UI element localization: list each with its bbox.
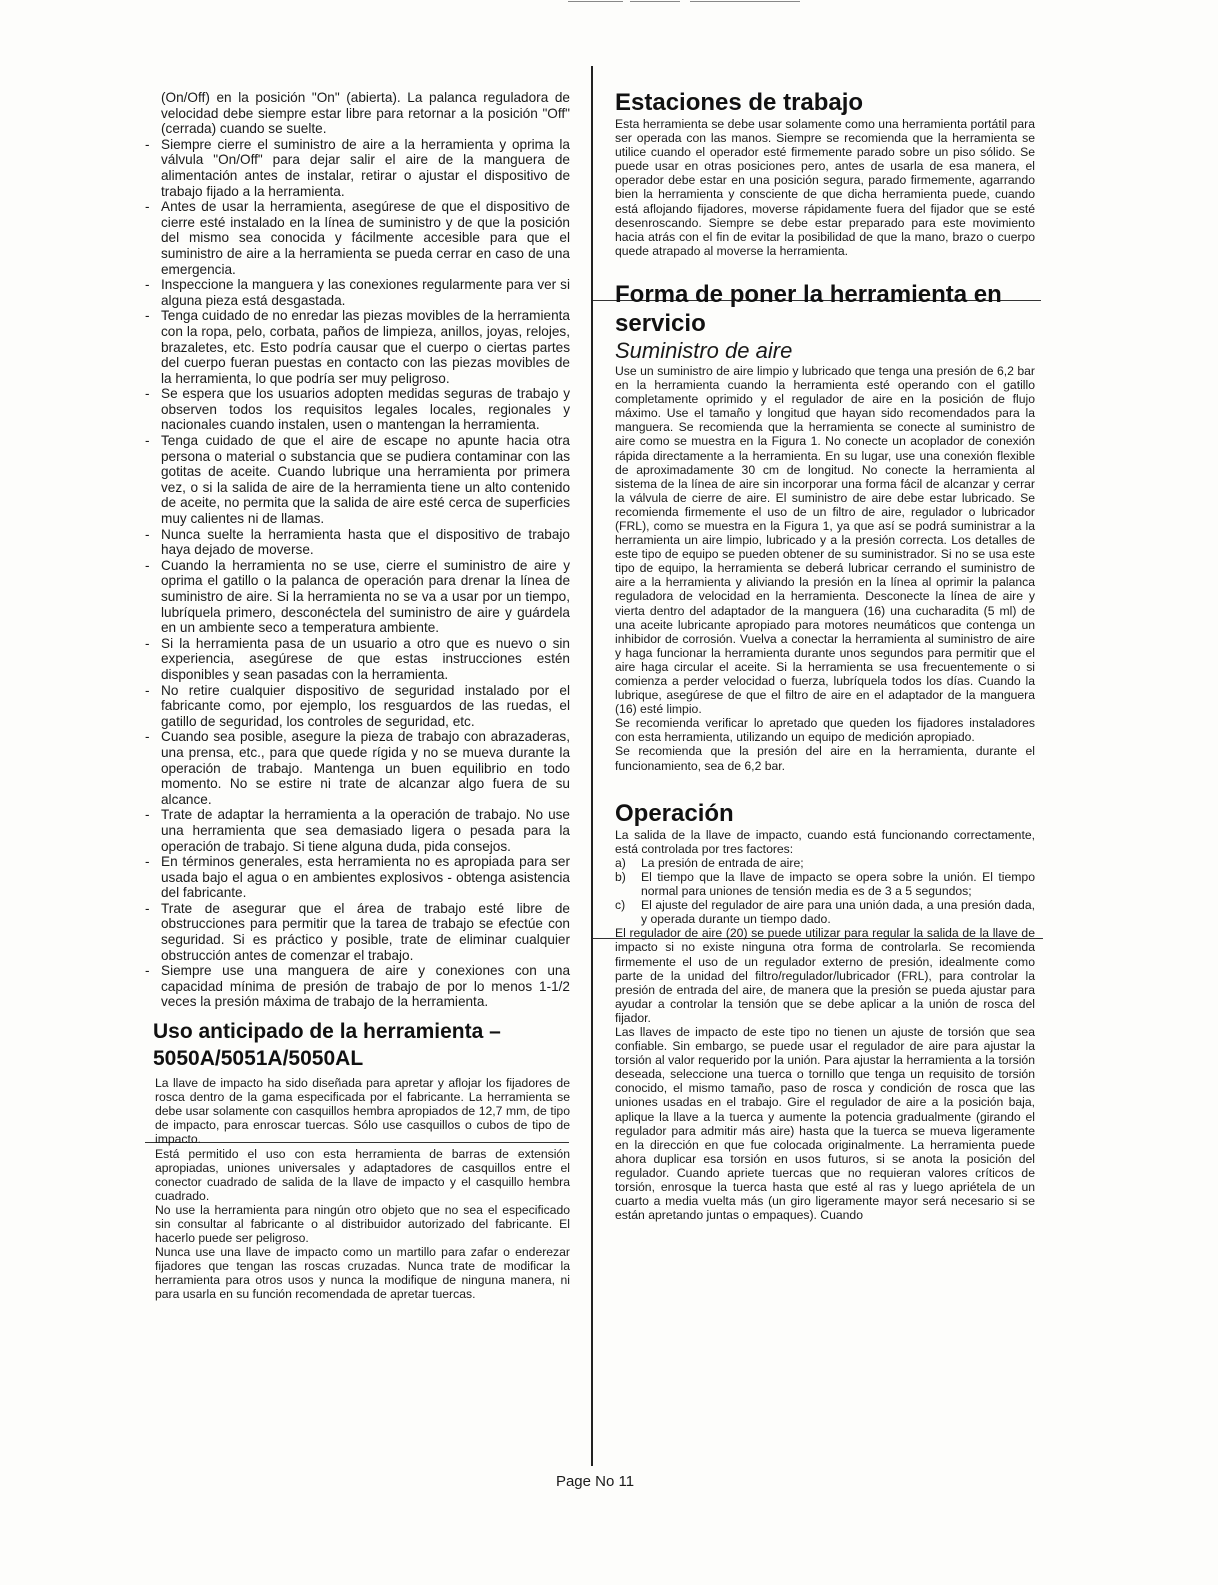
safety-bullet: - Tenga cuidado de que el aire de escape no apunte hacia otra persona o material o substancia que se pudiera contaminar con las gotitas de aceite. Cuando lubrique una herramienta por primera vez, o si la salida de aire de la herramienta tiene un alto contenido de aceite, no permita que la salida de aire esté cerca de superficies muy calientes ni de llamas. — [145, 433, 570, 527]
safety-bullet: - Nunca suelte la herramienta hasta que el dispositivo de trabajo haya dejado de moverse. — [145, 527, 570, 558]
factor-text: La presión de entrada de aire; — [641, 855, 804, 870]
operation-factor — [615, 870, 1035, 898]
safety-bullet: - Tenga cuidado de no enredar las piezas movibles de la herramienta con la ropa, pelo, corbata, paños de limpieza, anillos, joyas, relojes, brazaletes, etc. Esto podría causar que el cuerpo o ciertas partes del cuerpo fueran puestas en contacto con las piezas movibles de la herramienta, lo que podría ser muy peligroso. — [145, 308, 570, 386]
workstations-heading: Estaciones de trabajo — [615, 89, 864, 116]
operation-body — [615, 828, 1035, 1223]
workstations-text: Esta herramienta se debe usar solamente como una herramienta portátil para ser operada con las manos. Siempre se recomienda que la herramienta se utilice cuando el operador esté firmemente parado sobre un piso sólido. Se puede usar en otras posiciones pero, antes de usarla de esa manera, el operador debe estar en una posición segura, parado firmemente, agarrando bien la herramienta y consciente de que dicha herramienta puede, cuando está aflojando fijadores, moverse rápidamente fuera del fijador que se esté desenroscando. Siempre se debe estar preparado para este movimiento hacia atrás con el fin de evitar la posibilidad de que la mano, brazo o cuerpo quede atrapado al moverse la herramienta. — [615, 117, 1035, 258]
intended-use-paragraph: Está permitido el uso con esta herramienta de barras de extensión apropiadas, uniones universales y adaptadores de casquillos entre el conector cuadrado de salida de la llave de impacto y el casquillo hembra cuadrado. — [155, 1146, 570, 1203]
page-number: Page No 11 — [555, 1473, 635, 1490]
workstations-section — [615, 88, 1035, 258]
operation-paragraph: El regulador de aire (20) se puede utilizar para regular la salida de la llave de impacto si no existe ninguna otra forma de controlarla. Se recomienda firmemente el uso de un regulador externo de presión, idealmente como parte de la unidad del filtro/regulador/lubricador (FRL), para controlar la presión de entrada del aire, de manera que la presión se pueda ajustar para ayudar a controlar la tensión que se debe aplicar a la unión de rosca del fijador. — [615, 926, 1035, 1025]
safety-bullet: - Antes de usar la herramienta, asegúrese de que el dispositivo de cierre esté instalado en la línea de suministro y de que la posición del mismo sea conocida y fácilmente accesible para que el suministro de aire a la herramienta se pueda cerrar en caso de una emergencia. — [145, 199, 570, 277]
startup-section — [615, 280, 1035, 773]
safety-bullet: - Inspeccione la manguera y las conexiones regularmente para ver si alguna pieza está desgastada. — [145, 277, 570, 308]
air-supply-body — [615, 364, 1035, 773]
operation-heading: Operación — [615, 799, 734, 827]
intended-use-section — [145, 1018, 570, 1302]
safety-bullet: - Siempre use una manguera de aire y conexiones con una capacidad mínima de presión de trabajo de por lo menos 1-1/2 veces la presión máxima de trabajo de la herramienta. — [145, 963, 570, 1010]
operation-section — [615, 799, 1035, 1223]
operation-intro: La salida de la llave de impacto, cuando está funcionando correctamente, está controlada por tres factores: — [615, 827, 1035, 856]
startup-heading-line2: servicio — [615, 309, 706, 337]
air-supply-subheading: Suministro de aire — [615, 337, 793, 363]
intended-use-heading-line1: Uso anticipado de la herramienta – — [153, 1020, 501, 1044]
operation-factor — [615, 856, 1035, 870]
safety-bullet: - Siempre cierre el suministro de aire a la herramienta y oprima la válvula "On/Off" para dejar salir el aire de la manguera de alimentación antes de instalar, retirar o ajustar el dispositivo de trabajo fijado a la herramienta. — [145, 137, 570, 199]
safety-bullet: - Cuando la herramienta no se use, cierre el suministro de aire y oprima el gatillo o la palanca de operación para drenar la línea de suministro de aire. Si la herramienta no se va a usar por un tiempo, lubríquela primero, desconéctela del suministro de aire y guárdela en un ambiente seco a temperatura ambiente. — [145, 558, 570, 636]
operation-paragraph: Las llaves de impacto de este tipo no tienen un ajuste de torsión que sea confiable. Sin embargo, se puede usar el regulador de aire para ajustar la torsión al valor requerido por la unión. Para ajustar la herramienta a la torsión deseada, seleccione una tuerca o tornillo que tenga un requisito de torsión conocido, el mismo tamaño, paso de rosca y condición de rosca que las uniones usadas en el trabajo. Gire el regulador de aire a la posición baja, aplique la llave a la tuerca y aumente la potencia gradualmente (girando el regulador para admitir más aire) hasta que la tuerca se mueva ligeramente en la dirección en que fue colocada originalmente. La herramienta puede ahora duplicar esa torsión en usos futuros, si se anota la posición del regulador. Cuando apriete tuercas que no requieran valores críticos de torsión, enrosque la tuerca hasta que esté al ras y luego apriétela de un cuarto a media vuelta más (un giro ligeramente mayor será necesario si se están apretando juntas o empaques). Cuando — [615, 1024, 1035, 1223]
safety-bullet: - Si la herramienta pasa de un usuario a otro que es nuevo o sin experiencia, asegúrese de que estas instrucciones estén disponibles y sean pasadas con la herramienta. — [145, 636, 570, 683]
safety-bullet: - Trate de adaptar la herramienta a la operación de trabajo. No use una herramienta que sea demasiado ligera o pesada para la operación de trabajo. Si tiene alguna duda, pida consejos. — [145, 807, 570, 854]
intended-use-body — [145, 1076, 570, 1302]
safety-bullet: - En términos generales, esta herramienta no es apropiada para ser usada bajo el agua o en ambientes explosivos - obtenga asistencia del fabricante. — [145, 854, 570, 901]
intended-use-heading — [145, 1018, 570, 1072]
factor-text: El tiempo que la llave de impacto se opera sobre la unión. El tiempo normal para uniones de tensión media es de 3 a 5 segundos; — [641, 869, 1035, 899]
column-divider — [591, 66, 593, 1466]
top-edge-rule — [690, 1, 800, 2]
safety-bullet: - Se espera que los usuarios adopten medidas seguras de trabajo y observen todos los requisitos legales locales, regionales y nacionales cuando instalen, usen o mantengan la herramienta. — [145, 386, 570, 433]
startup-heading — [615, 280, 1035, 338]
startup-heading-line1: Forma de poner la herramienta en — [615, 280, 1002, 308]
factor-marker: c) — [615, 898, 626, 913]
safety-bullet: - Cuando sea posible, asegure la pieza de trabajo con abrazaderas, una prensa, etc., para que quede rígida y no se mueva durante la operación de trabajo. Mantenga un buen equilibrio en todo momento. No se estire ni trate de alcanzar algo fuera de su alcance. — [145, 729, 570, 807]
air-supply-paragraph: Se recomienda que la presión del aire en la herramienta, durante el funcionamiento, sea de 6,2 bar. — [615, 744, 1035, 773]
factor-text: El ajuste del regulador de aire para una unión dada, a una presión dada, y operada durante un tiempo dado. — [641, 898, 1035, 927]
intended-use-paragraph: No use la herramienta para ningún otro objeto que no sea el especificado sin consultar al fabricante o al distribuidor autorizado del fabricante. El hacerlo puede ser peligroso. — [155, 1202, 570, 1246]
operation-factor-list — [615, 856, 1035, 926]
right-column — [615, 88, 1035, 1222]
intended-use-paragraph: La llave de impacto ha sido diseñada para apretar y aflojar los fijadores de rosca dentro de la gama especificada por el fabricante. La herramienta se debe usar solamente con casquillos hembra apropiados de 12,7 mm, de tipo de impacto, para enroscar tuercas. Sólo use casquillos o cubos de tipo de impacto. — [155, 1076, 570, 1147]
safety-bullet: - No retire cualquier dispositivo de seguridad instalado por el fabricante como, por ejemplo, los resguardos de las ruedas, el gatillo de seguridad, los controles de seguridad, etc. — [145, 683, 570, 730]
left-column — [145, 90, 570, 1302]
intended-use-heading-line2: 5050A/5051A/5050AL — [153, 1047, 364, 1071]
safety-bullet-list — [145, 137, 570, 1010]
safety-bullet: - Trate de asegurar que el área de trabajo esté libre de obstrucciones para permitir que la tarea de trabajo se efectúe con seguridad. Si es práctico y posible, trate de eliminar cualquier obstrucción antes de comenzar el trabajo. — [145, 901, 570, 963]
intended-use-paragraph: Nunca use una llave de impacto como un martillo para zafar o enderezar fijadores que tengan las roscas cruzadas. Nunca trate de modificar la herramienta para otros usos y nunca la modifique de ninguna manera, ni para usarla en su función recomendada de apretar tuercas. — [155, 1245, 570, 1302]
air-supply-paragraph: Use un suministro de aire limpio y lubricado que tenga una presión de 6,2 bar en la herramienta cuando la herramienta esté operando con el gatillo completamente oprimido y el regulador de aire en la posición de flujo máximo. Use el tamaño y longitud que hayan sido recomendados para la manguera. Se recomienda que la herramienta se conecte al suministro de aire como se muestra en la Figura 1. No conecte un acoplador de conexión rápida directamente a la herramienta. En su lugar, use una conexión flexible de aproximadamente 30 cm de longitud. No conecte la herramienta al sistema de la línea de aire sin incorporar una forma fácil de alcanzar y cerrar la válvula de cierre de aire. El suministro de aire debe estar lubricado. Se recomienda firmemente el uso de un filtro de aire, regulador o lubricador (FRL), como se muestra en la Figura 1, ya que así se podrá suministrar a la herramienta un aire limpio, lubricado y a la presión correcta. Los detalles de este tipo de equipo se pueden obtener de su suministrador. Si no se usa este tipo de equipo, la herramienta se deberá lubricar cerrando el suministro de aire a la herramienta y aliviando la presión en la línea al oprimir la palanca reguladora de velocidad en la herramienta. Desconecte la línea de aire y vierta dentro del adaptador de la manguera (16) una cucharadita (5 ml) de una aceite lubricante apropiado para motores neumáticos que contenga un inhibidor de corrosión. Vuelva a conectar la herramienta al suministro de aire y haga funcionar la herramienta durante unos segundos para permitir que el aire haga circular el aceite. Si la herramienta se usa frecuentemente o si comienza a perder velocidad o fuerza, lubríquela todos los días. Cuando la lubrique, asegúrese de que el filtro de aire en el adaptador de la manguera (16) esté limpio. — [615, 363, 1035, 717]
factor-marker: b) — [615, 869, 626, 884]
top-edge-rule — [568, 1, 623, 2]
factor-marker: a) — [615, 855, 626, 870]
operation-factor — [615, 898, 1035, 926]
intro-continuation: (On/Off) en la posición "On" (abierta). La palanca reguladora de velocidad debe siempre estar libre para retornar a la posición "Off" (cerrada) cuando se suelte. — [161, 90, 570, 137]
top-edge-rule — [630, 1, 680, 2]
air-supply-paragraph: Se recomienda verificar lo apretado que queden los fijadores instaladores con esta herramienta, utilizando un equipo de medición apropiado. — [615, 716, 1035, 745]
